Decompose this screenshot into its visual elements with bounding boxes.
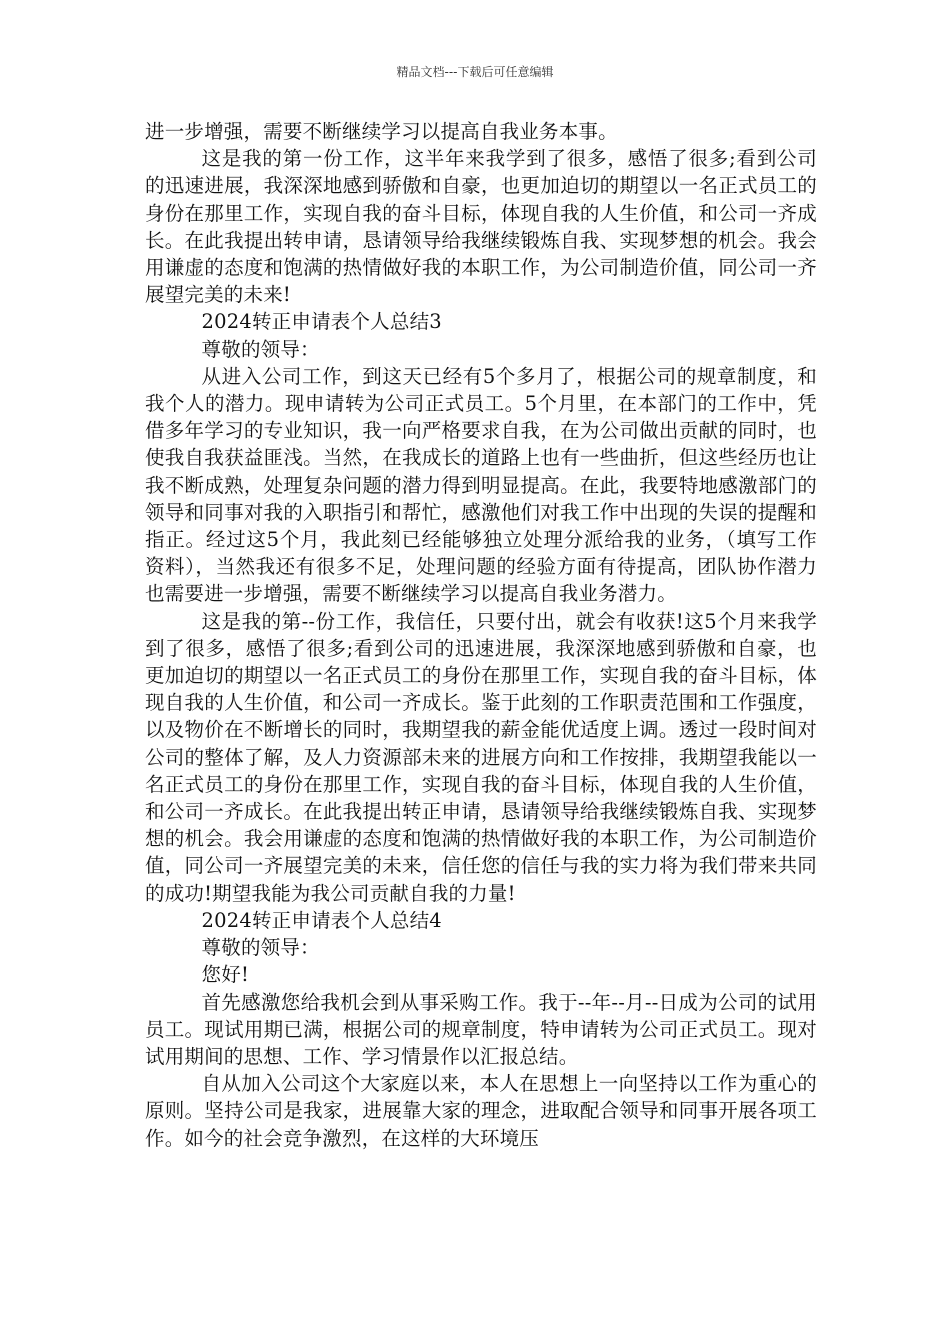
paragraph-3: 从进入公司工作，到这天已经有5个多月了，根据公司的规章制度，和我个人的潜力。现申请转为公司正式员工。5个月里，在本部门的工作中，凭借多年学习的专业知识，我一向严格要求自我，在为公司做出贡献的同时，也使我自我获益匪浅。当然，在我成长的道路上也有一些曲折，但这些经历也让我不断成熟，处理复杂问题的潜力得到明显提高。在此，我要特地感激部门的领导和同事对我的入职指引和帮忙，感激他们对我工作中出现的失误的提醒和指正。经过这5个月，我此刻已经能够独立处理分派给我的业务，（填写工作资料），当然我还有很多不足，处理问题的经验方面有待提高，团队协作潜力也需要进一步增强，需要不断继续学习以提高自我业务潜力。 bbox=[145, 364, 817, 606]
paragraph-6: 自从加入公司这个大家庭以来，本人在思想上一向坚持以工作为重心的原则。坚持公司是我家，进展靠大家的理念，进取配合领导和同事开展各项工作。如今的社会竞争激烈，在这样的大环境压 bbox=[145, 1072, 817, 1150]
paragraph-1: 进一步增强，需要不断继续学习以提高自我业务本事。 bbox=[145, 120, 618, 143]
document-body bbox=[145, 118, 817, 1152]
paragraph-4: 这是我的第--份工作，我信任，只要付出，就会有收获!这5个月来我学到了很多，感悟了很多;看到公司的迅速进展，我深深地感到骄傲和自豪，也更加迫切的期望以一名正式员工的身份在那里工作，实现自我的奋斗目标，体现自我的人生价值，和公司一齐成长。鉴于此刻的工作职责范围和工作强度，以及物价在不断增长的同时，我期望我的薪金能优适度上调。透过一段时间对公司的整体了解，及人力资源部未来的进展方向和工作按排，我期望我能以一名正式员工的身份在那里工作，实现自我的奋斗目标，体现自我的人生价值，和公司一齐成长。在此我提出转正申请，恳请领导给我继续锻炼自我、实现梦想的机会。我会用谦虚的态度和饱满的热情做好我的本职工作，为公司制造价值，同公司一齐展望完美的未来，信任您的信任与我的实力将为我们带来共同的成功!期望我能为我公司贡献自我的力量! bbox=[145, 609, 817, 905]
salutation-4: 尊敬的领导： bbox=[201, 936, 320, 960]
paragraph-5: 首先感激您给我机会到从事采购工作。我于--年--月--日成为公司的试用员工。现试用期已满，根据公司的规章制度，特申请转为公司正式员工。现对试用期间的思想、工作、学习情景作以汇报总结。 bbox=[145, 990, 817, 1068]
salutation-3: 尊敬的领导： bbox=[201, 337, 320, 361]
paragraph-2: 这是我的第一份工作，这半年来我学到了很多，感悟了很多;看到公司的迅速进展，我深深地感到骄傲和自豪，也更加迫切的期望以一名正式员工的身份在那里工作，实现自我的奋斗目标，体现自我的人生价值，和公司一齐成长。在此我提出转申请，恳请领导给我继续锻炼自我、实现梦想的机会。我会用谦虚的态度和饱满的热情做好我的本职工作，为公司制造价值，同公司一齐展望完美的未来! bbox=[145, 147, 817, 307]
page-header: 精品文档---下载后可任意编辑 bbox=[396, 65, 554, 79]
section-heading-3: 2024转正申请表个人总结3 bbox=[201, 310, 442, 334]
section-heading-4: 2024转正申请表个人总结4 bbox=[201, 908, 442, 932]
greeting: 您好! bbox=[201, 963, 249, 987]
